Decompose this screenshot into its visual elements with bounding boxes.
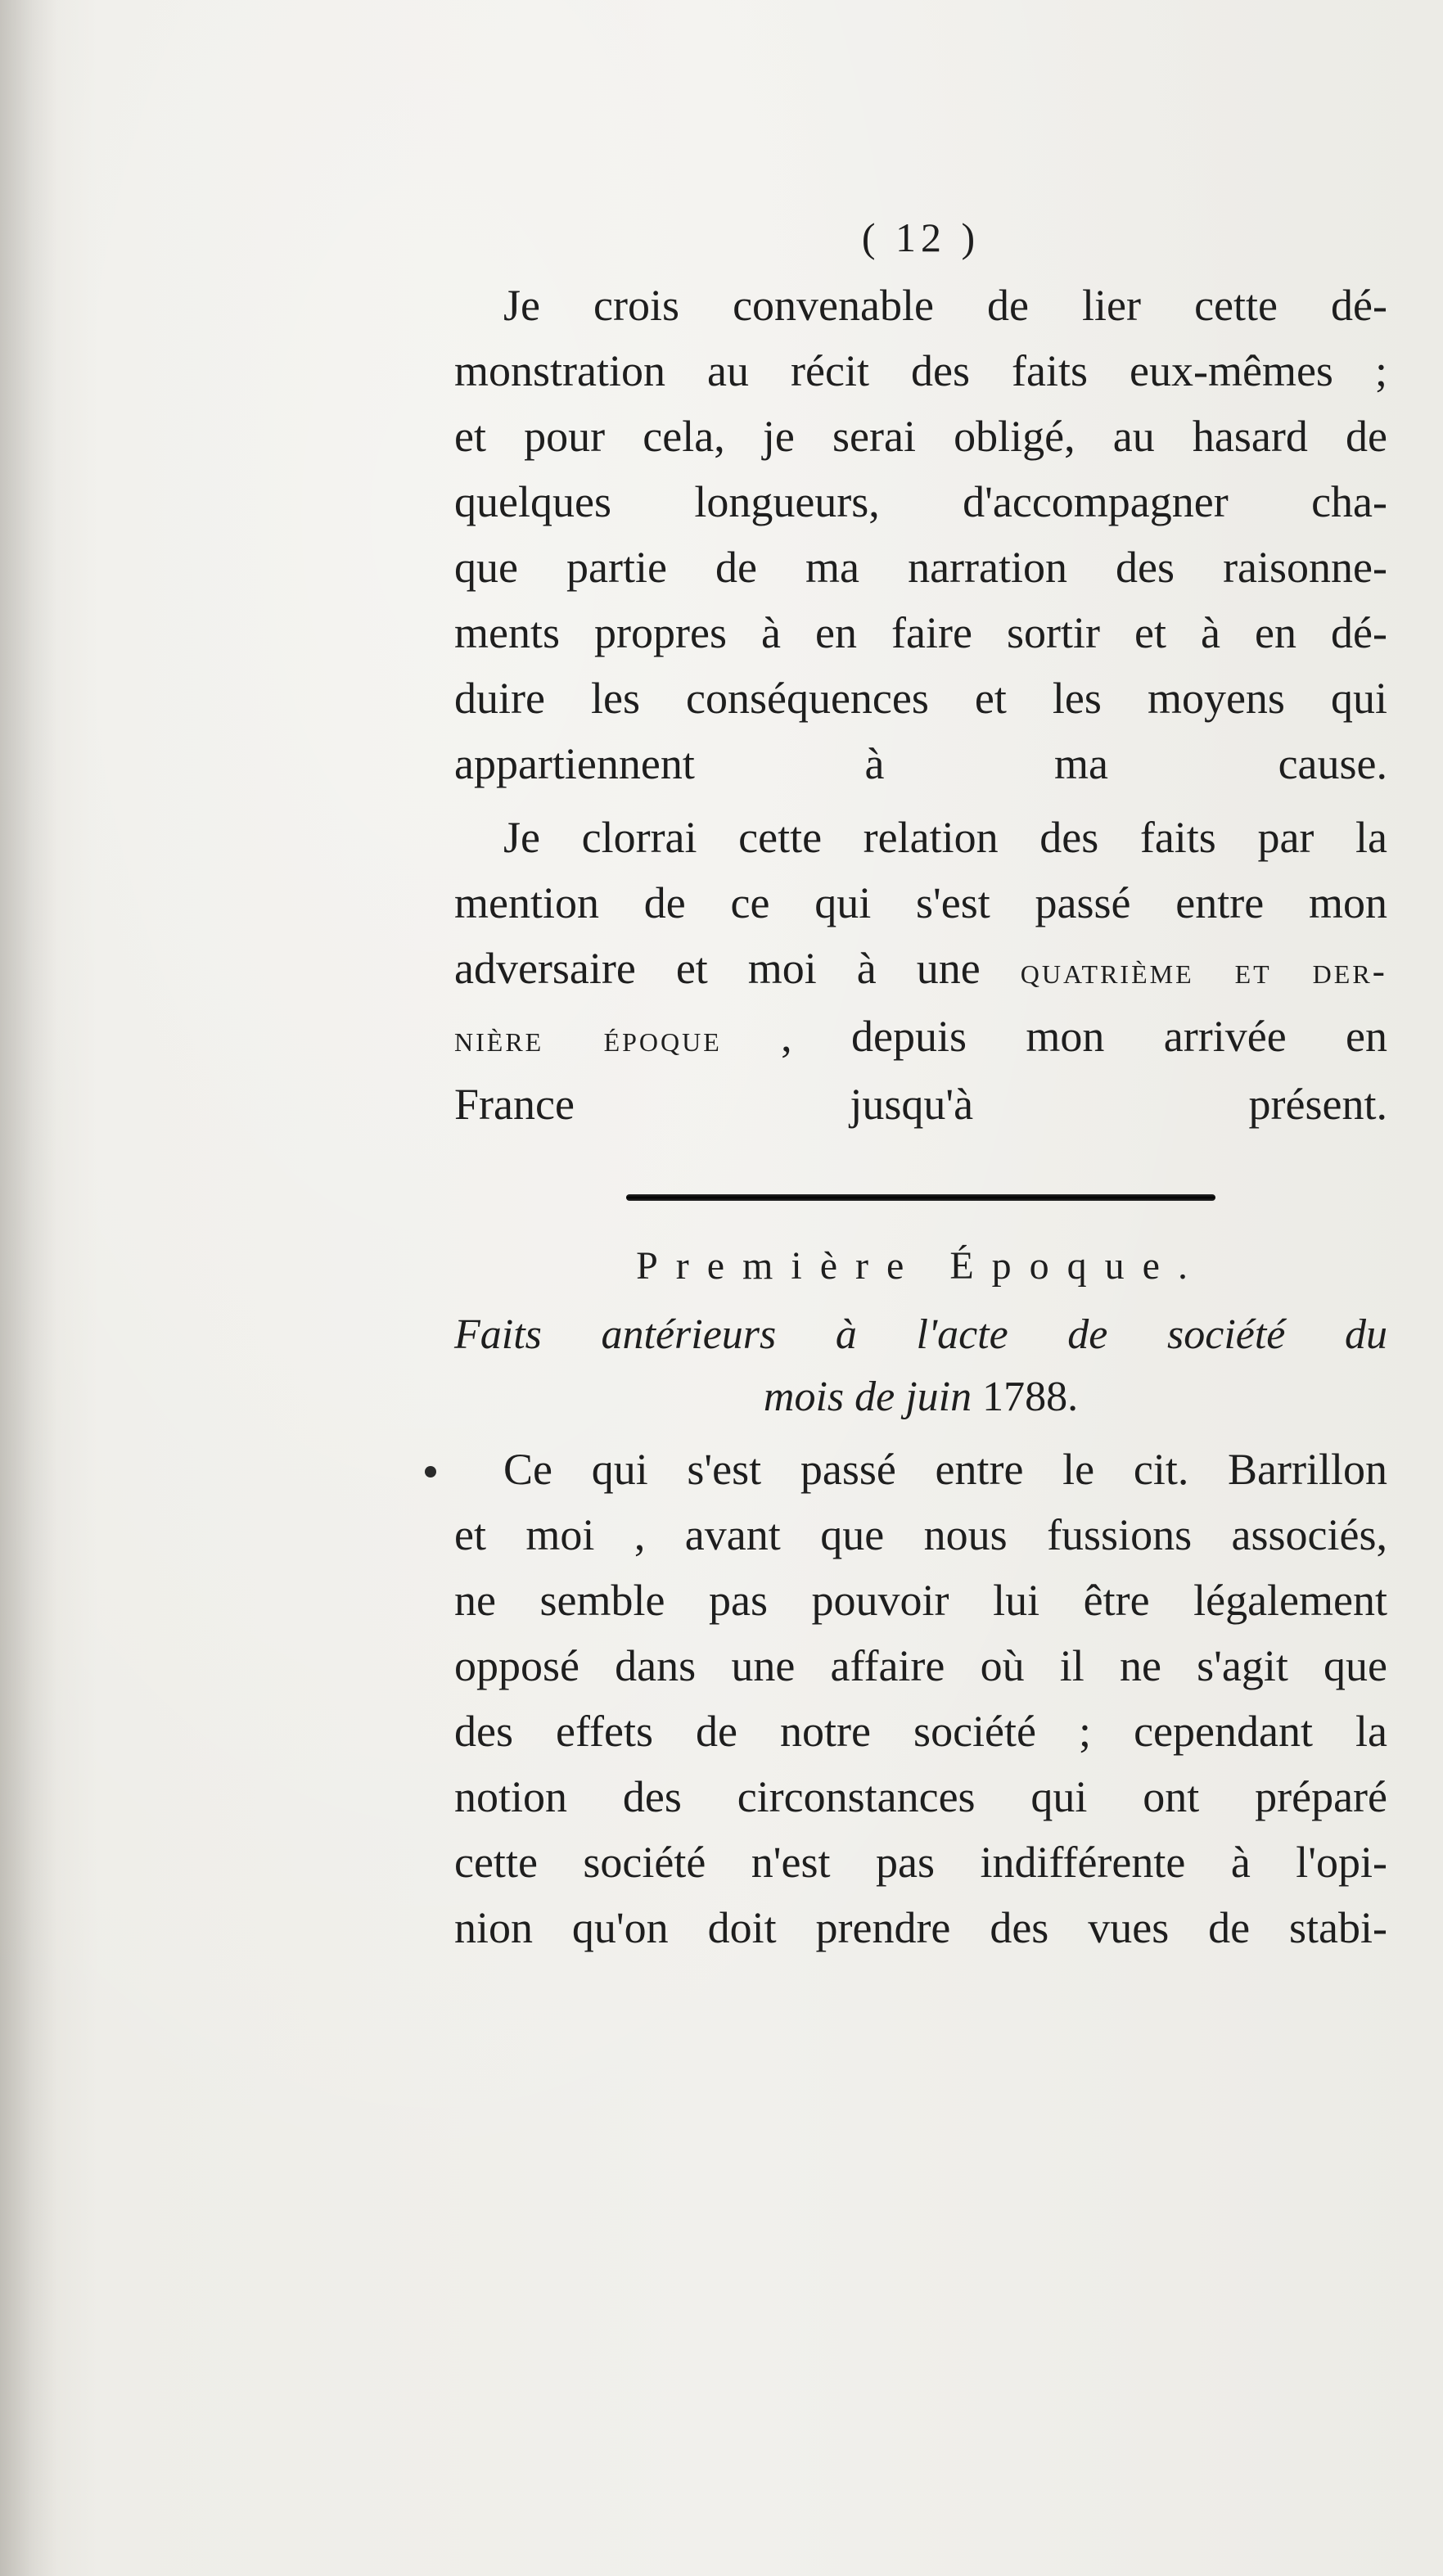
paragraph-line: appartiennent à ma cause. bbox=[454, 739, 1387, 788]
subtitle-italic: mois de juin bbox=[763, 1374, 983, 1420]
small-caps-emphasis: quatrième et der- bbox=[1020, 950, 1388, 991]
paragraph-line: des effets de notre société ; cependant la bbox=[454, 1707, 1387, 1756]
subtitle-year: 1788. bbox=[982, 1374, 1079, 1420]
text-block bbox=[454, 209, 1387, 1960]
third-paragraph-wrap bbox=[454, 1437, 1387, 1960]
paragraph-line: que partie de ma narration des raisonne- bbox=[454, 543, 1387, 592]
section-subtitle bbox=[454, 1304, 1387, 1428]
paragraph-text: adversaire et moi à une bbox=[454, 944, 1021, 993]
paragraph-line: et pour cela, je serai obligé, au hasard de bbox=[454, 412, 1387, 461]
paragraph-line: quelques longueurs, d'accompagner cha- bbox=[454, 477, 1387, 526]
paragraph-line bbox=[454, 936, 1387, 1004]
subtitle-line: Faits antérieurs à l'acte de société du bbox=[454, 1311, 1387, 1358]
paragraph-line: notion des circonstances qui ont préparé bbox=[454, 1772, 1387, 1821]
gutter-shadow bbox=[0, 0, 57, 2576]
paragraph-line: France jusqu'à présent. bbox=[454, 1080, 1387, 1129]
third-paragraph bbox=[454, 1437, 1387, 1960]
intro-paragraph bbox=[454, 273, 1387, 796]
paragraph-line: Je crois convenable de lier cette dé- bbox=[503, 281, 1387, 330]
paragraph-line bbox=[454, 1004, 1387, 1071]
paragraph-line: duire les conséquences et les moyens qui bbox=[454, 674, 1387, 723]
paragraph-line: ne semble pas pouvoir lui être légalement bbox=[454, 1576, 1387, 1625]
paragraph-line: ments propres à en faire sortir et à en dé- bbox=[454, 608, 1387, 657]
paragraph-text: , depuis mon arrivée en bbox=[721, 1012, 1387, 1061]
paragraph-line: cette société n'est pas indifférente à l'opi- bbox=[454, 1838, 1387, 1887]
small-caps-emphasis: nière époque bbox=[454, 1017, 722, 1059]
page-number: ( 12 ) bbox=[861, 214, 981, 260]
paragraph-line: mention de ce qui s'est passé entre mon bbox=[454, 878, 1387, 927]
divider-rule bbox=[626, 1194, 1215, 1201]
paragraph-line: et moi , avant que nous fussions associés, bbox=[454, 1510, 1387, 1559]
paragraph-line: opposé dans une affaire où il ne s'agit que bbox=[454, 1641, 1387, 1690]
paragraph-line: monstration au récit des faits eux-mêmes ; bbox=[454, 346, 1387, 395]
paragraph-line: nion qu'on doit prendre des vues de stabi- bbox=[454, 1903, 1387, 1952]
section-divider bbox=[454, 1194, 1387, 1201]
second-paragraph bbox=[454, 805, 1387, 1137]
section-title: Première Époque. bbox=[636, 1244, 1206, 1288]
ink-mark bbox=[425, 1466, 436, 1477]
paragraph-line: Je clorrai cette relation des faits par la bbox=[503, 813, 1387, 862]
subtitle-line bbox=[454, 1366, 1387, 1428]
paragraph-line: Ce qui s'est passé entre le cit. Barrillon bbox=[503, 1445, 1387, 1494]
